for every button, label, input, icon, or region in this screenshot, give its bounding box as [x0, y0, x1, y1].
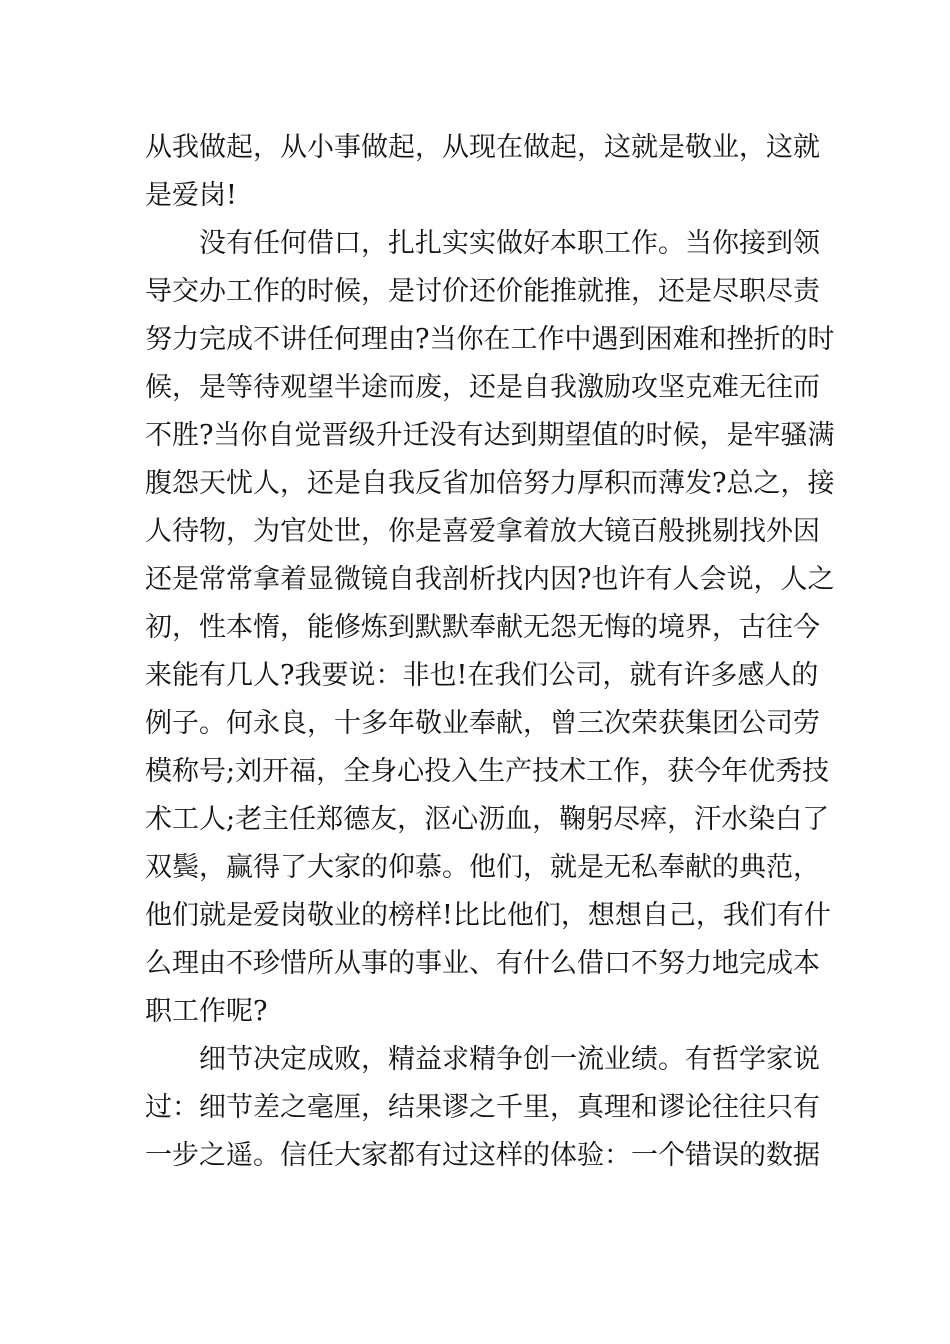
text-line: 过：细节差之毫厘，结果谬之千里，真理和谬论往往只有 [145, 1092, 820, 1123]
text-line: 腹怨天忧人，还是自我反省加倍努力厚积而薄发?总之，接 [145, 468, 835, 499]
text-line: 导交办工作的时候，是讨价还价能推就推，还是尽职尽责 [145, 276, 820, 307]
text-line: 来能有几人?我要说：非也!在我们公司，就有许多感人的 [145, 660, 819, 691]
text-line: 是爱岗! [145, 180, 237, 211]
text-line: 努力完成不讲任何理由?当你在工作中遇到困难和挫折的时 [145, 324, 835, 355]
text-line: 初，性本惰，能修炼到默默奉献无怨无悔的境界，古往今 [145, 612, 820, 643]
text-line: 不胜?当你自觉晋级升迁没有达到期望值的时候，是牢骚满 [145, 420, 835, 451]
text-line: 模称号;刘开福，全身心投入生产技术工作，获今年优秀技 [145, 756, 830, 787]
text-line: 职工作呢? [145, 996, 268, 1027]
text-line: 细节决定成败，精益求精争创一流业绩。有哲学家说 [199, 1044, 820, 1075]
text-line: 双鬓，赢得了大家的仰慕。他们，就是无私奉献的典范， [145, 852, 820, 883]
text-line: 候，是等待观望半途而废，还是自我激励攻坚克难无往而 [145, 372, 820, 403]
text-line: 没有任何借口，扎扎实实做好本职工作。当你接到领 [199, 228, 820, 259]
document-body [145, 124, 835, 1180]
text-line: 还是常常拿着显微镜自我剖析找内因?也许有人会说，人之 [145, 564, 835, 595]
text-line: 么理由不珍惜所从事的事业、有什么借口不努力地完成本 [145, 948, 820, 979]
text-line: 他们就是爱岗敬业的榜样!比比他们，想想自己，我们有什 [145, 900, 831, 931]
text-line: 术工人;老主任郑德友，沤心沥血，鞠躬尽瘁，汗水染白了 [145, 804, 830, 835]
text-line: 一步之遥。信任大家都有过这样的体验：一个错误的数据 [145, 1140, 820, 1171]
text-line: 人待物，为官处世，你是喜爱拿着放大镜百般挑剔找外因 [145, 516, 820, 547]
text-line: 例子。何永良，十多年敬业奉献，曾三次荣获集团公司劳 [145, 708, 820, 739]
text-line: 从我做起，从小事做起，从现在做起，这就是敬业，这就 [145, 132, 820, 163]
